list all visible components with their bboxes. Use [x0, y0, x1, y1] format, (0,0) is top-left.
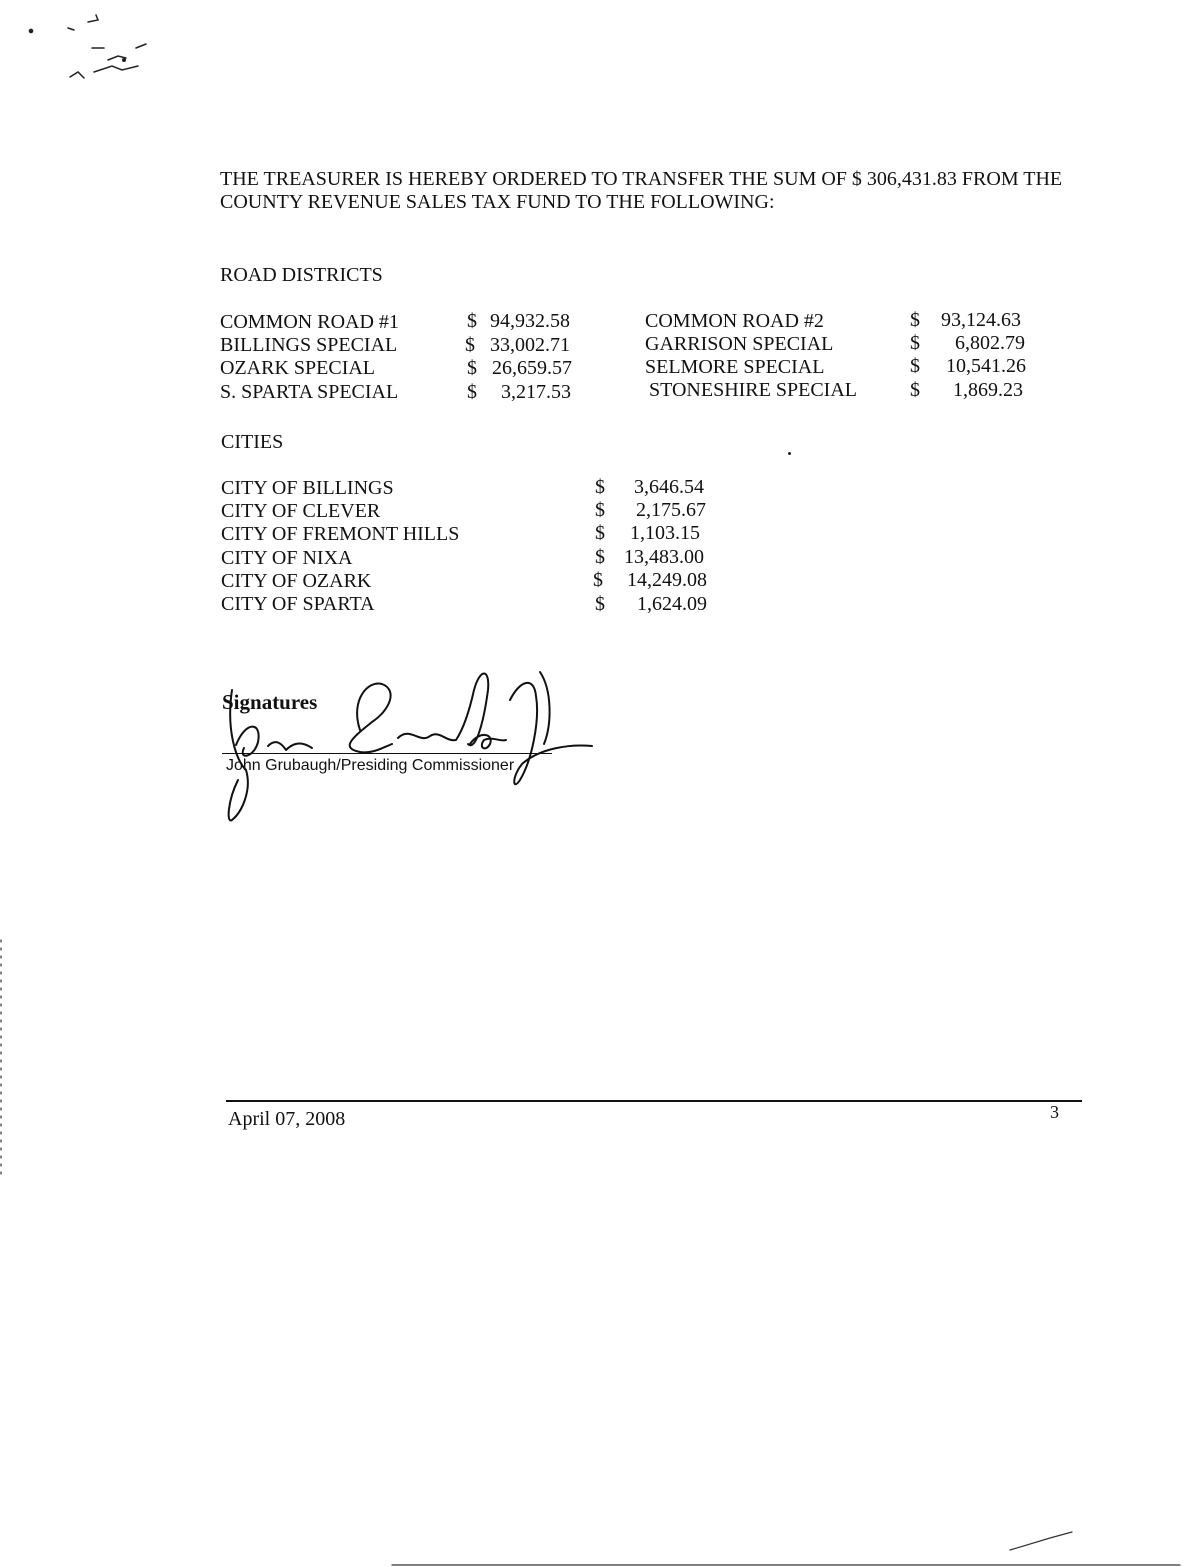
district-amount: 94,932.58 [490, 310, 570, 332]
district-name: BILLINGS SPECIAL [220, 334, 398, 356]
currency-symbol: $ [910, 355, 920, 377]
district-name: GARRISON SPECIAL [645, 333, 834, 355]
city-name: CITY OF NIXA [221, 547, 353, 569]
city-amount: 3,646.54 [634, 476, 704, 498]
district-name: S. SPARTA SPECIAL [220, 381, 399, 403]
district-amount: 3,217.53 [501, 381, 571, 403]
district-amount: 26,659.57 [492, 357, 572, 379]
district-amount: 10,541.26 [946, 355, 1026, 377]
currency-symbol: $ [467, 357, 477, 379]
district-name: COMMON ROAD #2 [645, 310, 824, 332]
district-amount: 1,869.23 [953, 379, 1023, 401]
page-number: 3 [1050, 1102, 1059, 1122]
district-amount: 93,124.63 [941, 309, 1021, 331]
city-amount: 1,624.09 [637, 593, 707, 615]
currency-symbol: $ [910, 379, 920, 401]
signatures-heading: Signatures [222, 690, 318, 714]
district-name: COMMON ROAD #1 [220, 311, 399, 333]
footer-date: April 07, 2008 [228, 1108, 346, 1130]
district-name: STONESHIRE SPECIAL [649, 379, 857, 401]
currency-symbol: $ [593, 569, 603, 591]
currency-symbol: $ [595, 593, 605, 615]
city-name: CITY OF SPARTA [221, 593, 375, 615]
city-name: CITY OF CLEVER [221, 500, 381, 522]
currency-symbol: $ [910, 332, 920, 354]
currency-symbol: $ [467, 381, 477, 403]
city-name: CITY OF OZARK [221, 570, 372, 592]
city-name: CITY OF FREMONT HILLS [221, 523, 460, 545]
currency-symbol: $ [467, 310, 477, 332]
district-name: SELMORE SPECIAL [645, 356, 825, 378]
transfer-order-text: THE TREASURER IS HEREBY ORDERED TO TRANSFER THE SUM OF $ 306,431.83 FROM THE COUNTY REVENUE SALES TAX FUND TO THE FOLLOWING: [220, 168, 1063, 213]
city-amount: 2,175.67 [636, 499, 706, 521]
currency-symbol: $ [910, 309, 920, 331]
district-amount: 6,802.79 [955, 332, 1025, 354]
city-amount: 14,249.08 [627, 569, 707, 591]
currency-symbol: $ [595, 476, 605, 498]
district-name: OZARK SPECIAL [220, 357, 376, 379]
district-amount: 33,002.71 [490, 334, 570, 356]
currency-symbol: $ [595, 499, 605, 521]
currency-symbol: $ [465, 334, 475, 356]
city-amount: 13,483.00 [624, 546, 704, 568]
city-amount: 1,103.15 [630, 522, 700, 544]
signer-name: John Grubaugh/Presiding Commissioner [226, 757, 515, 774]
currency-symbol: $ [595, 546, 605, 568]
road-districts-title: ROAD DISTRICTS [220, 264, 383, 286]
city-name: CITY OF BILLINGS [221, 477, 394, 499]
currency-symbol: $ [595, 522, 605, 544]
cities-title: CITIES [221, 431, 284, 453]
